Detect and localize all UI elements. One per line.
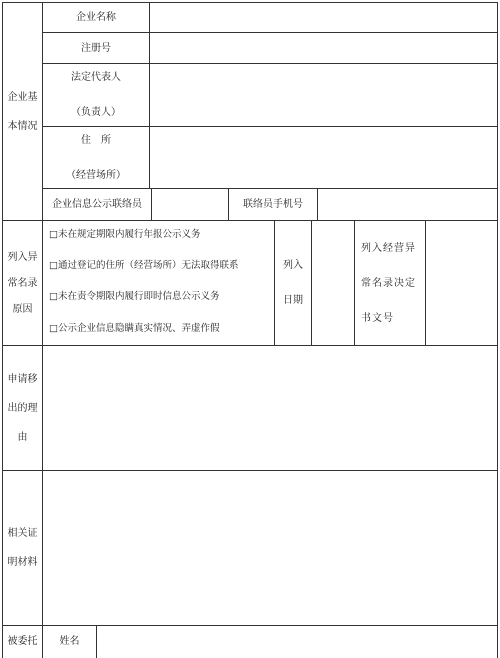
- listing-date-field[interactable]: [312, 221, 354, 345]
- reason-checkbox-item[interactable]: □未在责令期限内履行即时信息公示义务: [49, 291, 220, 302]
- entrusted-section-label: 被委托: [7, 635, 38, 647]
- section-label-line: 企业基: [7, 91, 38, 103]
- company-name-label: 企业名称: [76, 12, 116, 23]
- entrusted-name-label: 姓名: [59, 635, 80, 647]
- legal-representative-label: [43, 64, 149, 126]
- section-label-line: 列入异: [7, 251, 38, 263]
- label-line: （经营场所）: [66, 169, 126, 181]
- registration-number-label: 注册号: [81, 42, 111, 54]
- section-label-line: 申请移: [7, 373, 38, 385]
- legal-representative-field[interactable]: [150, 64, 497, 126]
- grid-line: [497, 2, 498, 658]
- reason-checkbox-item[interactable]: □未在规定期限内履行年报公示义务: [49, 229, 201, 240]
- address-label: [43, 127, 149, 188]
- label-line: 列入: [283, 260, 303, 271]
- materials-section-label: [3, 471, 42, 625]
- section-label-line: 出的理: [7, 402, 38, 414]
- label-line: 日期: [283, 295, 303, 306]
- section-label-line: 明材料: [7, 557, 38, 568]
- label-line: 书文号: [361, 312, 394, 324]
- section-label-line: 常名录: [7, 277, 38, 289]
- address-field[interactable]: [150, 127, 497, 188]
- liaison-phone-label: 联络员手机号: [243, 199, 303, 210]
- label-line: 列入经营异: [361, 242, 416, 254]
- materials-field[interactable]: [43, 471, 497, 625]
- removal-reason-section-label: [3, 346, 42, 470]
- abnormal-reasons-list: [43, 221, 274, 345]
- basic-info-section-label: [3, 3, 42, 220]
- liaison-field[interactable]: [152, 189, 228, 220]
- entrusted-name-field[interactable]: [97, 626, 497, 656]
- reason-checkbox-item[interactable]: □公示企业信息隐瞒真实情况、弄虚作假: [49, 323, 220, 334]
- label-line: 住 所: [81, 134, 111, 146]
- decision-number-field[interactable]: [426, 221, 497, 345]
- section-label-line: 原因: [12, 303, 33, 315]
- label-line: （负责人）: [71, 107, 121, 118]
- reason-checkbox-item[interactable]: □通过登记的住所（经营场所）无法取得联系: [49, 260, 239, 271]
- liaison-phone-field[interactable]: [318, 189, 497, 220]
- section-label-line: 相关证: [7, 528, 38, 539]
- label-line: 法定代表人: [71, 72, 121, 83]
- section-label-line: 本情况: [7, 120, 38, 132]
- listing-date-label: [275, 221, 311, 345]
- liaison-label: 企业信息公示联络员: [52, 199, 142, 210]
- abnormal-listing-section-label: [3, 221, 42, 345]
- label-line: 常名录决定: [361, 277, 416, 289]
- decision-number-label: [355, 221, 425, 345]
- company-name-field[interactable]: [150, 3, 497, 32]
- registration-number-field[interactable]: [150, 33, 497, 63]
- section-label-line: 由: [17, 431, 28, 443]
- removal-reason-field[interactable]: [43, 346, 497, 470]
